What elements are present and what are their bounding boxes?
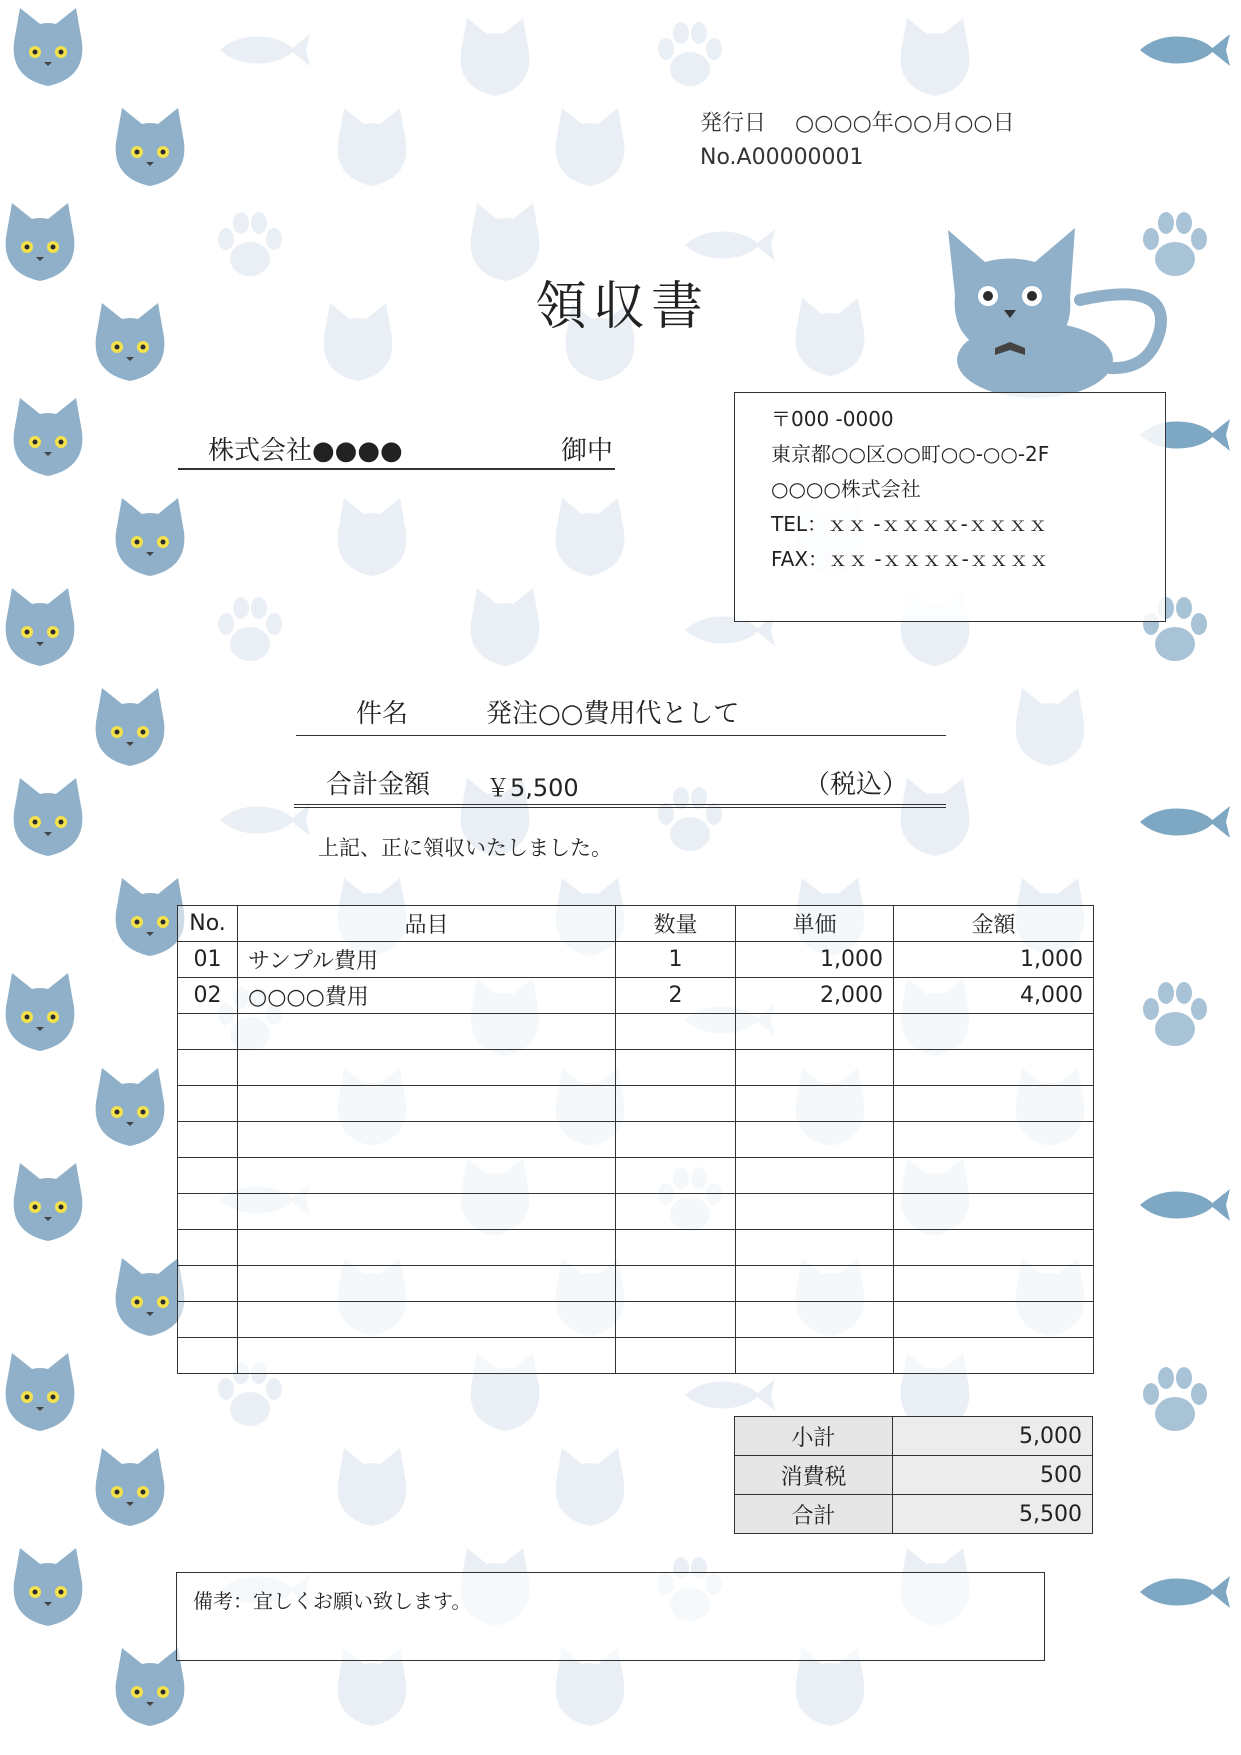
row-unit-price xyxy=(736,1230,894,1266)
row-item xyxy=(238,1338,616,1374)
total-amount-line xyxy=(294,760,946,808)
recipient xyxy=(178,428,615,470)
items-table xyxy=(177,905,1094,1374)
tax-row xyxy=(735,1456,1093,1495)
row-no xyxy=(178,1122,238,1158)
row-unit-price: 2,000 xyxy=(736,978,894,1014)
table-row xyxy=(178,978,1094,1014)
issue-date-value: ○○○○年○○月○○日 xyxy=(795,111,1015,136)
row-no xyxy=(178,1050,238,1086)
row-amount xyxy=(894,1266,1094,1302)
row-no xyxy=(178,1230,238,1266)
row-unit-price xyxy=(736,1194,894,1230)
row-no xyxy=(178,1086,238,1122)
row-item xyxy=(238,1194,616,1230)
received-statement: 上記、正に領収いたしました。 xyxy=(318,836,612,860)
row-no xyxy=(178,1194,238,1230)
row-qty: 2 xyxy=(616,978,736,1014)
row-amount xyxy=(894,1338,1094,1374)
table-row xyxy=(178,1230,1094,1266)
remarks-text: 備考：宜しくお願い致します。 xyxy=(193,1589,472,1613)
row-amount xyxy=(894,1014,1094,1050)
table-row xyxy=(178,1086,1094,1122)
page-title: 領収書 xyxy=(535,277,710,337)
subject-line xyxy=(296,693,946,736)
subtotal-row xyxy=(735,1417,1093,1456)
recipient-name: 株式会社●●●● xyxy=(208,436,403,466)
col-no-header: No. xyxy=(178,906,238,942)
row-amount xyxy=(894,1230,1094,1266)
tax-label: 消費税 xyxy=(735,1456,893,1495)
total-value: 5,500 xyxy=(893,1495,1093,1534)
row-unit-price xyxy=(736,1158,894,1194)
row-unit-price xyxy=(736,1122,894,1158)
row-qty xyxy=(616,1302,736,1338)
row-qty xyxy=(616,1122,736,1158)
row-item xyxy=(238,1086,616,1122)
row-item xyxy=(238,1014,616,1050)
table-row xyxy=(178,1158,1094,1194)
tax-value: 500 xyxy=(893,1456,1093,1495)
row-qty xyxy=(616,1266,736,1302)
total-amount-value: ￥5,500 xyxy=(486,774,579,802)
row-qty xyxy=(616,1338,736,1374)
issue-date xyxy=(700,106,1015,137)
row-amount xyxy=(894,1086,1094,1122)
table-row xyxy=(178,1194,1094,1230)
recipient-honorific: 御中 xyxy=(560,436,613,466)
subject-label: 件名 xyxy=(356,699,409,729)
row-amount: 4,000 xyxy=(894,978,1094,1014)
row-unit-price xyxy=(736,1266,894,1302)
subtotal-label: 小計 xyxy=(735,1417,893,1456)
row-amount xyxy=(894,1158,1094,1194)
table-row xyxy=(178,1050,1094,1086)
row-item: サンプル費用 xyxy=(238,942,616,978)
row-unit-price xyxy=(736,1014,894,1050)
issue-date-label: 発行日 xyxy=(700,111,767,136)
subject-value: 発注○○費用代として xyxy=(486,699,740,729)
total-amount-label: 合計金額 xyxy=(326,770,431,800)
row-no xyxy=(178,1302,238,1338)
table-row xyxy=(178,1338,1094,1374)
issuer-company: ○○○○株式会社 xyxy=(771,477,921,501)
row-no: 02 xyxy=(178,978,238,1014)
row-item xyxy=(238,1158,616,1194)
row-unit-price xyxy=(736,1302,894,1338)
total-row xyxy=(735,1495,1093,1534)
row-no xyxy=(178,1266,238,1302)
row-no: 01 xyxy=(178,942,238,978)
table-row xyxy=(178,942,1094,978)
col-unit-price-header: 単価 xyxy=(736,906,894,942)
col-qty-header: 数量 xyxy=(616,906,736,942)
row-no xyxy=(178,1158,238,1194)
row-no xyxy=(178,1338,238,1374)
issuer-tel: TEL：ｘｘ -ｘｘｘｘ-ｘｘｘｘ xyxy=(771,512,1048,536)
col-item-header: 品目 xyxy=(238,906,616,942)
row-item xyxy=(238,1050,616,1086)
table-row xyxy=(178,1266,1094,1302)
row-unit-price xyxy=(736,1050,894,1086)
row-item xyxy=(238,1302,616,1338)
row-amount xyxy=(894,1122,1094,1158)
row-item xyxy=(238,1230,616,1266)
row-no xyxy=(178,1014,238,1050)
total-label: 合計 xyxy=(735,1495,893,1534)
issuer-box xyxy=(734,392,1166,622)
row-amount xyxy=(894,1302,1094,1338)
col-amount-header: 金額 xyxy=(894,906,1094,942)
document-number: No.A00000001 xyxy=(700,145,864,170)
issuer-address: 東京都○○区○○町○○-○○-2F xyxy=(771,442,1050,466)
remarks-box xyxy=(176,1572,1045,1661)
table-header-row xyxy=(178,906,1094,942)
table-row xyxy=(178,1014,1094,1050)
row-amount xyxy=(894,1194,1094,1230)
row-qty xyxy=(616,1014,736,1050)
tax-included-note: （税込） xyxy=(803,770,908,800)
row-qty xyxy=(616,1050,736,1086)
row-qty xyxy=(616,1158,736,1194)
row-unit-price xyxy=(736,1338,894,1374)
row-unit-price xyxy=(736,1086,894,1122)
row-unit-price: 1,000 xyxy=(736,942,894,978)
row-qty: 1 xyxy=(616,942,736,978)
row-item xyxy=(238,1122,616,1158)
issuer-postal: 〒000 -0000 xyxy=(771,407,894,431)
row-qty xyxy=(616,1194,736,1230)
row-qty xyxy=(616,1086,736,1122)
issuer-fax: FAX：ｘｘ -ｘｘｘｘ-ｘｘｘｘ xyxy=(771,547,1049,571)
table-row xyxy=(178,1122,1094,1158)
totals-table xyxy=(734,1416,1093,1534)
row-item xyxy=(238,1266,616,1302)
row-amount xyxy=(894,1050,1094,1086)
row-qty xyxy=(616,1230,736,1266)
row-amount: 1,000 xyxy=(894,942,1094,978)
table-row xyxy=(178,1302,1094,1338)
subtotal-value: 5,000 xyxy=(893,1417,1093,1456)
row-item: ○○○○費用 xyxy=(238,978,616,1014)
